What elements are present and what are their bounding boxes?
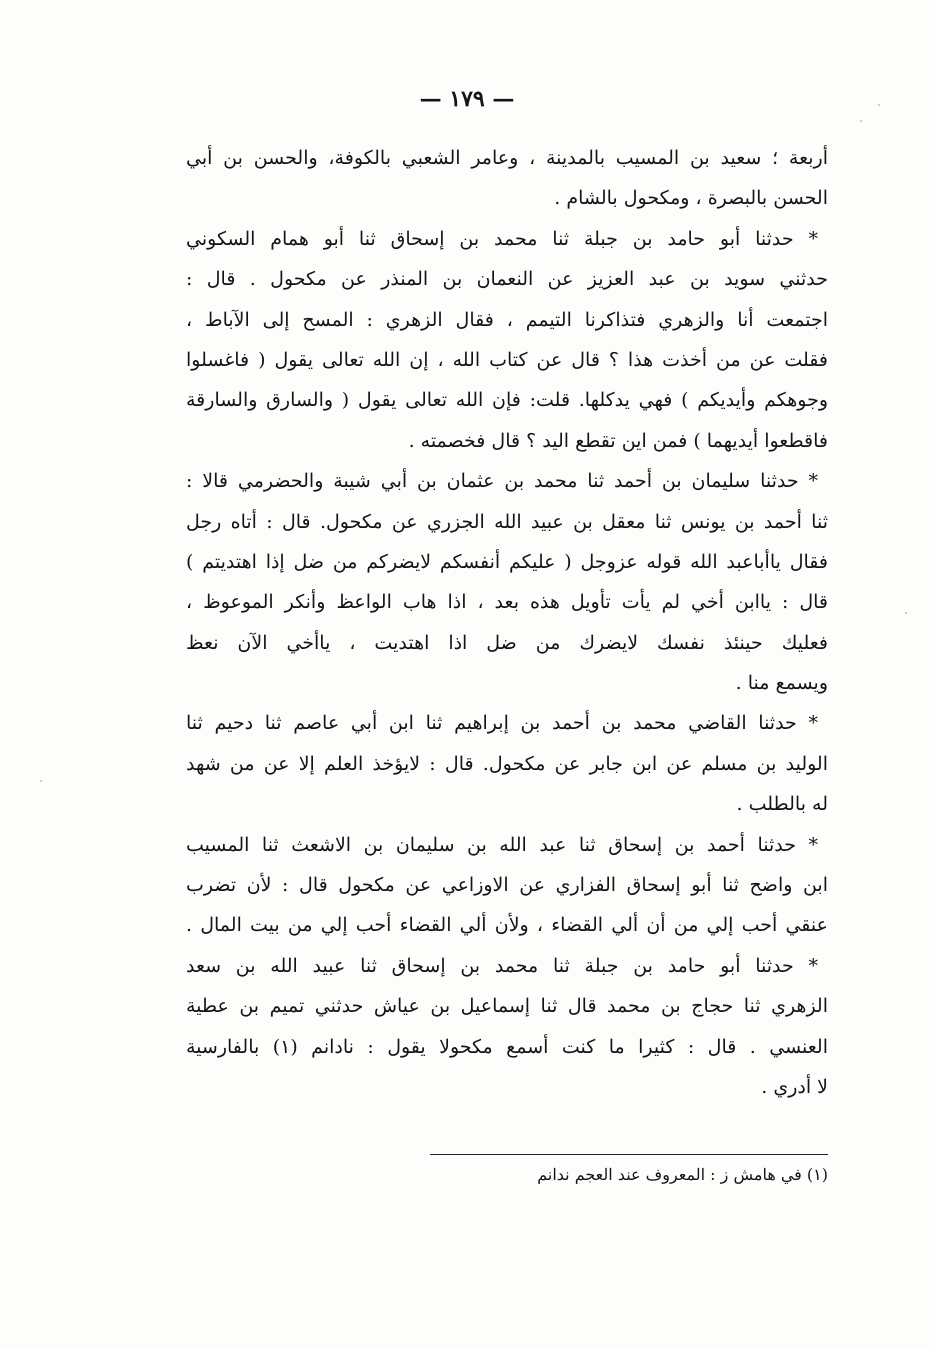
page-number: — ١٧٩ — [419, 86, 515, 112]
text-line: * حدثنا أحمد بن إسحاق ثنا عبد الله بن سليمان بن الاشعث ثنا المسيب [186, 833, 818, 856]
text-line: قال : ياابن أخي لم يأت تأويل هذه بعد ، اذا هاب الواعظ وأنكر الموعوظ ، [186, 591, 828, 614]
text-line: العنسي . قال : كثيرا ما كنت أسمع مكحولا يقول : نادانم (١) بالفارسية [186, 1035, 828, 1058]
text-line: * حدثنا أبو حامد بن جبلة ثنا محمد بن إسحاق ثنا عبيد الله بن سعد [186, 954, 818, 977]
text-line: * حدثنا القاضي محمد بن أحمد بن إبراهيم ثنا ابن أبي عاصم ثنا دحيم ثنا [186, 712, 818, 735]
paper-speck [878, 104, 880, 106]
text-line: * حدثنا سليمان بن أحمد ثنا محمد بن عثمان بن أبي شيبة والحضرمي قالا : [186, 470, 818, 493]
footnote-divider [430, 1154, 828, 1155]
text-line: اجتمعت أنا والزهري فتذاكرنا التيمم ، فقال الزهري : المسح إلى الآباط ، [186, 308, 828, 331]
text-line: أربعة ؛ سعيد بن المسيب بالمدينة ، وعامر الشعبي بالكوفة، والحسن بن أبي [186, 147, 828, 169]
text-line: فقال ياأباعبد الله قوله عزوجل ( عليكم أنفسكم لايضركم من ضل إذا اهتديتم ) [186, 550, 828, 573]
paper-speck [40, 780, 42, 782]
text-line: الزهري ثنا حجاج بن محمد قال ثنا إسماعيل بن عياش حدثني تميم بن عطية [186, 995, 828, 1018]
text-line: فعليك حينئذ نفسك لايضرك من ضل اذا اهتديت ، ياأخي الآن نعظ [186, 631, 828, 654]
footnote: (١) في هامش ز : المعروف عند العجم ندانم [537, 1165, 828, 1184]
text-line: ويسمع منا . [735, 672, 828, 695]
text-line: فقلت عن من أخذت هذا ؟ قال عن كتاب الله ، إن الله تعالى يقول ( فاغسلوا [186, 348, 828, 371]
text-line: الوليد بن مسلم عن ابن جابر عن مكحول. قال : لايؤخذ العلم إلا عن من شهد [186, 752, 828, 775]
paper-speck [860, 120, 862, 122]
body-text [186, 138, 828, 1107]
text-line: لا أدري . [761, 1075, 828, 1098]
text-line: له بالطلب . [736, 793, 828, 816]
text-line: ابن واضح ثنا أبو إسحاق الفزاري عن الاوزاعي عن مكحول قال : لأن تضرب [186, 874, 828, 897]
text-line: ثنا أحمد بن يونس ثنا معقل بن عبيد الله الجزري عن مكحول. قال : أتاه رجل [186, 510, 828, 533]
text-line: الحسن بالبصرة ، ومكحول بالشام . [554, 187, 828, 210]
text-line: حدثني سويد بن عبد العزيز عن النعمان بن المنذر عن مكحول . قال : [186, 268, 828, 291]
text-line: * حدثنا أبو حامد بن جبلة ثنا محمد بن إسحاق ثنا أبو همام السكوني [186, 227, 818, 250]
text-line: فاقطعوا أيديهما ) فمن اين تقطع اليد ؟ قال فخصمته . [408, 429, 828, 452]
text-line: عنقي أحب إلي من أن ألي القضاء ، ولأن ألي القضاء أحب إلي من بيت المال . [186, 914, 828, 937]
text-line: وجوهكم وأيديكم ) فهي يدكلها. قلت: فإن الله تعالى يقول ( والسارق والسارقة [186, 389, 828, 412]
paper-speck [905, 612, 907, 614]
